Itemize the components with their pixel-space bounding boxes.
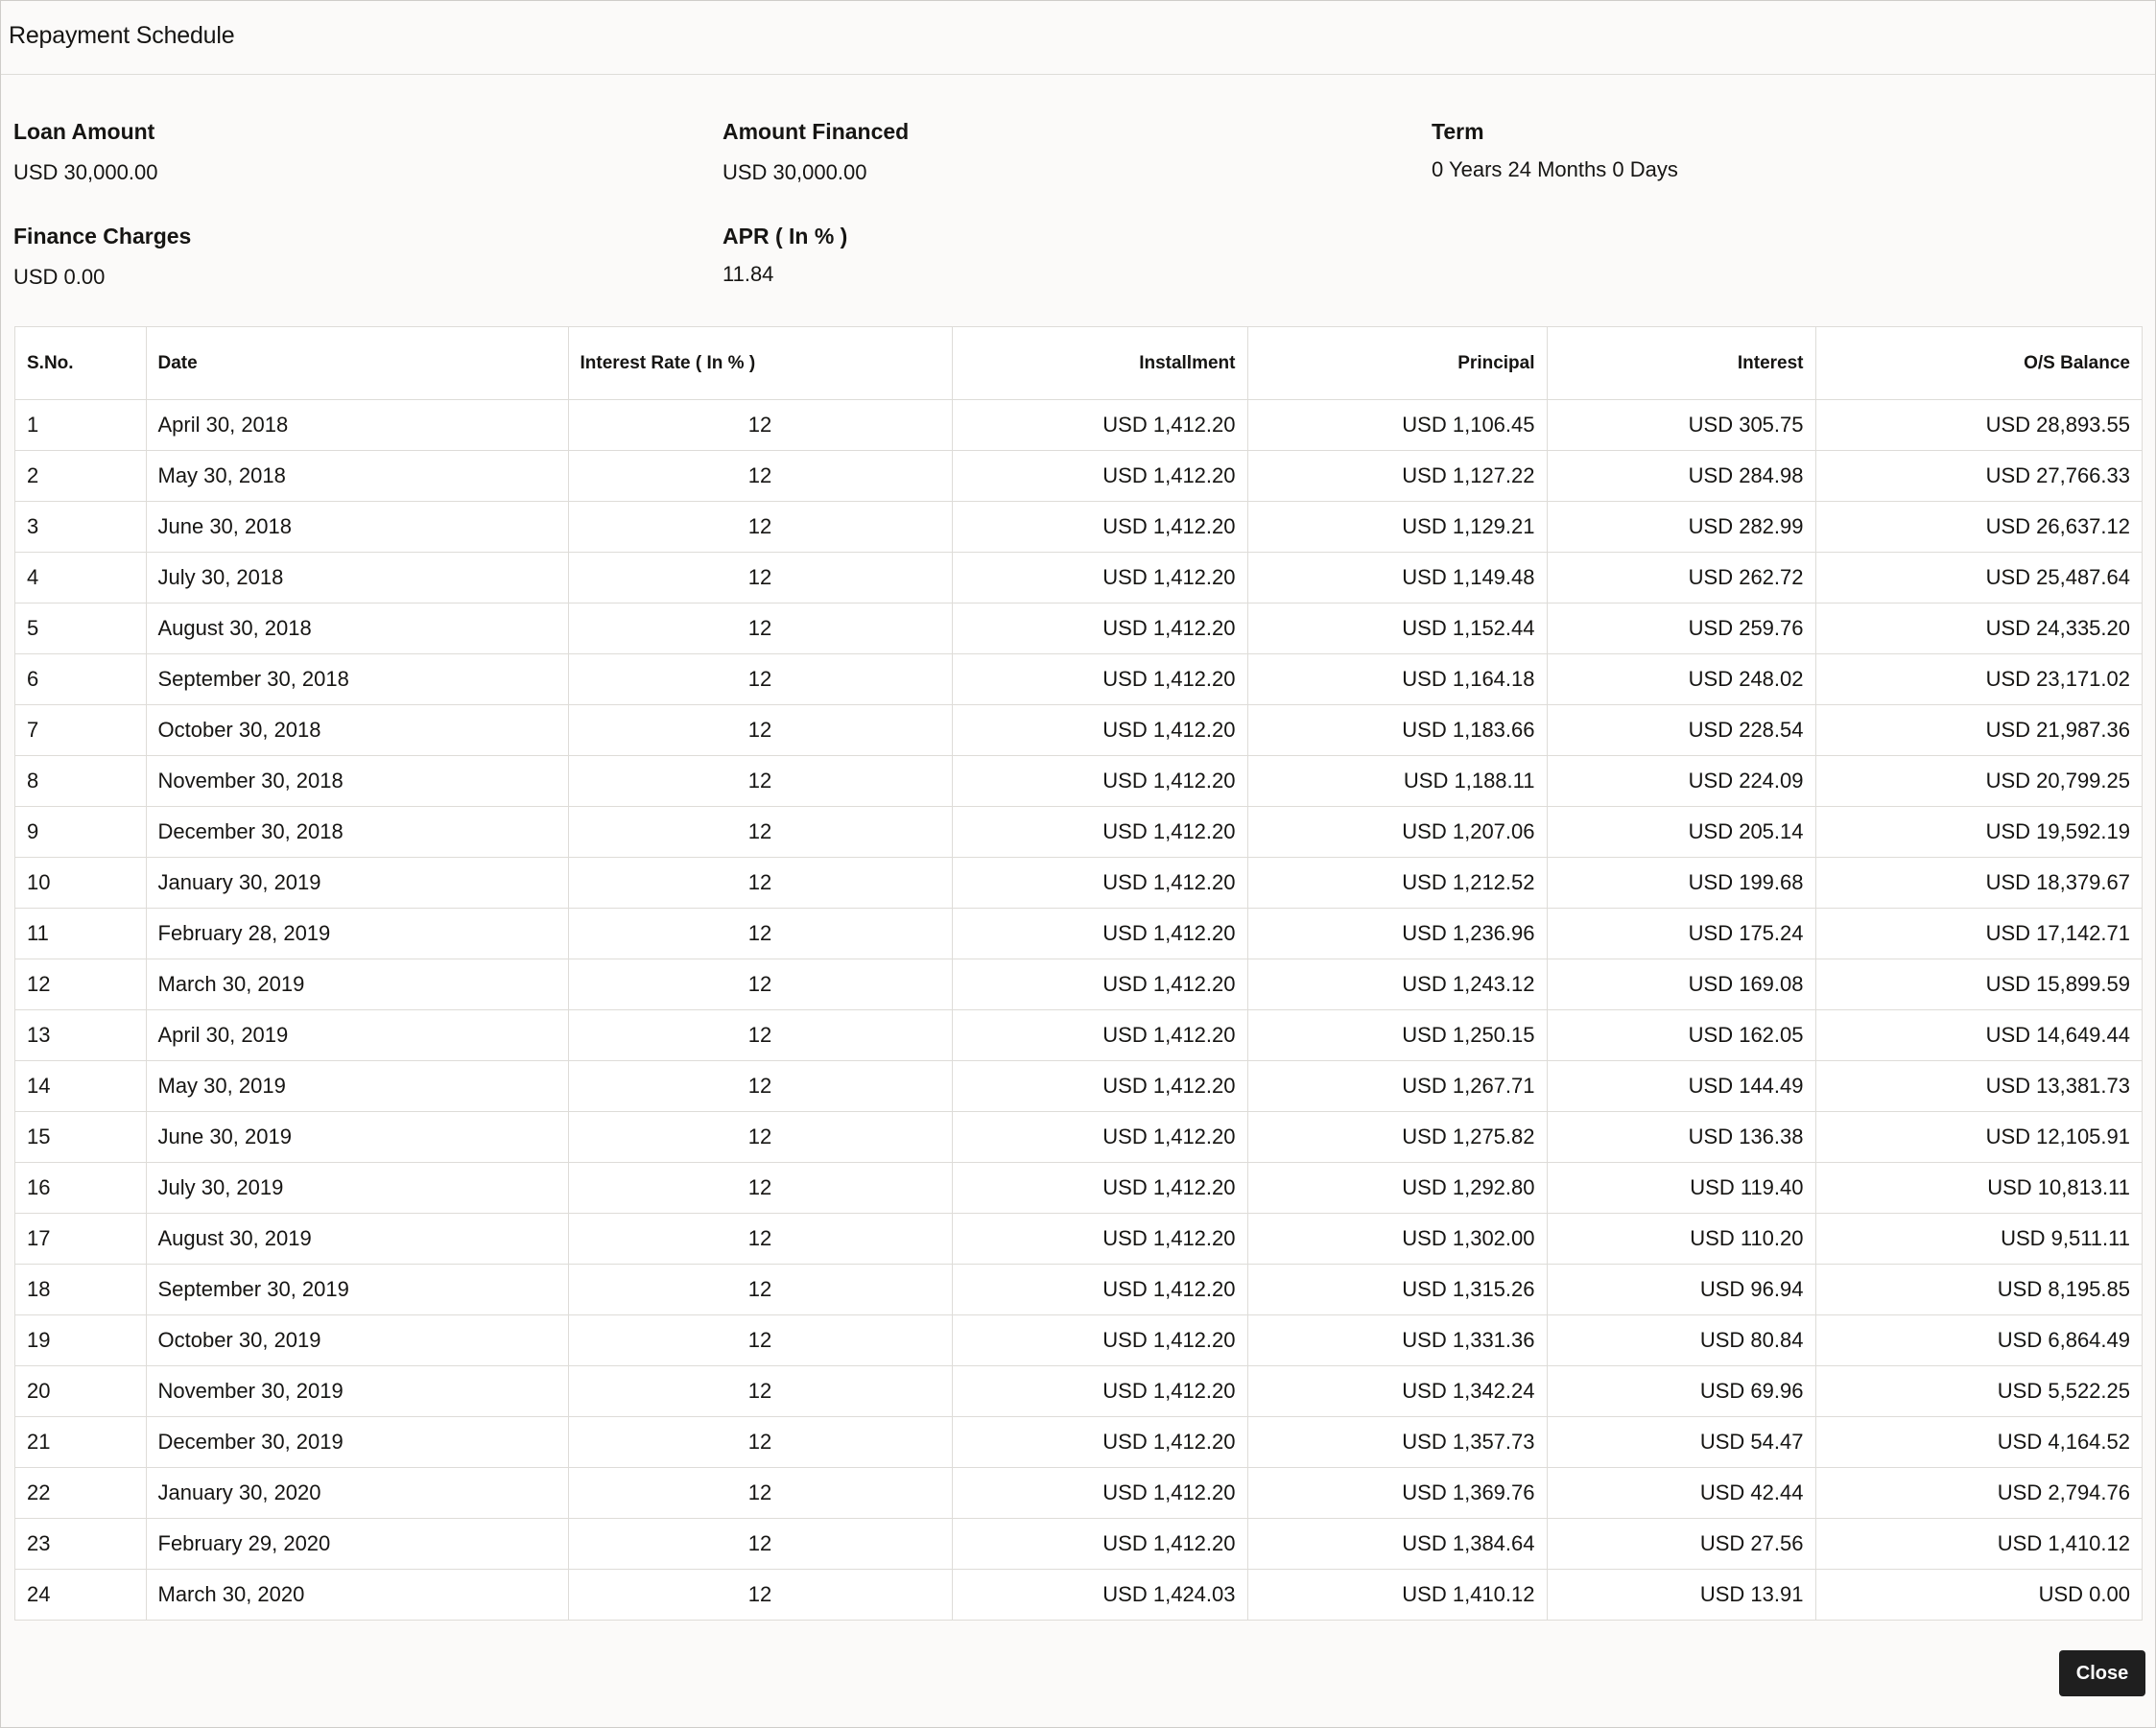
cell-date: July 30, 2019 — [146, 1163, 568, 1214]
table-row — [15, 654, 2142, 705]
cell-os-balance: USD 28,893.55 — [1815, 400, 2142, 451]
cell-date: April 30, 2019 — [146, 1010, 568, 1061]
cell-principal: USD 1,207.06 — [1247, 807, 1547, 858]
cell-date: July 30, 2018 — [146, 553, 568, 604]
cell-interest: USD 259.76 — [1547, 604, 1815, 654]
cell-date: January 30, 2019 — [146, 858, 568, 909]
table-row — [15, 959, 2142, 1010]
cell-interest: USD 205.14 — [1547, 807, 1815, 858]
cell-interest-rate: 12 — [568, 1468, 952, 1519]
cell-interest: USD 144.49 — [1547, 1061, 1815, 1112]
cell-os-balance: USD 12,105.91 — [1815, 1112, 2142, 1163]
cell-installment: USD 1,412.20 — [952, 959, 1247, 1010]
table-row — [15, 400, 2142, 451]
table-row — [15, 909, 2142, 959]
repayment-schedule-table — [14, 326, 2143, 1621]
cell-os-balance: USD 15,899.59 — [1815, 959, 2142, 1010]
cell-date: October 30, 2019 — [146, 1315, 568, 1366]
table-row — [15, 553, 2142, 604]
table-row — [15, 858, 2142, 909]
cell-os-balance: USD 10,813.11 — [1815, 1163, 2142, 1214]
column-header-installment[interactable]: Installment — [952, 327, 1247, 400]
cell-installment: USD 1,412.20 — [952, 807, 1247, 858]
cell-principal: USD 1,357.73 — [1247, 1417, 1547, 1468]
table-row — [15, 451, 2142, 502]
cell-installment: USD 1,412.20 — [952, 1519, 1247, 1570]
amount-financed-label: Amount Financed — [723, 119, 910, 144]
cell-interest-rate: 12 — [568, 1519, 952, 1570]
cell-os-balance: USD 5,522.25 — [1815, 1366, 2142, 1417]
cell-installment: USD 1,412.20 — [952, 1112, 1247, 1163]
cell-interest-rate: 12 — [568, 705, 952, 756]
cell-interest-rate: 12 — [568, 1417, 952, 1468]
cell-principal: USD 1,315.26 — [1247, 1265, 1547, 1315]
column-header-principal[interactable]: Principal — [1247, 327, 1547, 400]
cell-interest: USD 282.99 — [1547, 502, 1815, 553]
cell-principal: USD 1,152.44 — [1247, 604, 1547, 654]
cell-interest: USD 110.20 — [1547, 1214, 1815, 1265]
cell-principal: USD 1,292.80 — [1247, 1163, 1547, 1214]
cell-interest: USD 248.02 — [1547, 654, 1815, 705]
cell-sno: 6 — [15, 654, 146, 705]
cell-interest-rate: 12 — [568, 858, 952, 909]
cell-principal: USD 1,275.82 — [1247, 1112, 1547, 1163]
table-row — [15, 1061, 2142, 1112]
cell-interest-rate: 12 — [568, 1163, 952, 1214]
cell-date: September 30, 2019 — [146, 1265, 568, 1315]
cell-interest: USD 228.54 — [1547, 705, 1815, 756]
cell-interest-rate: 12 — [568, 959, 952, 1010]
cell-installment: USD 1,412.20 — [952, 1417, 1247, 1468]
cell-date: November 30, 2018 — [146, 756, 568, 807]
cell-principal: USD 1,127.22 — [1247, 451, 1547, 502]
cell-interest: USD 80.84 — [1547, 1315, 1815, 1366]
cell-sno: 19 — [15, 1315, 146, 1366]
cell-interest-rate: 12 — [568, 1315, 952, 1366]
table-row — [15, 1570, 2142, 1621]
cell-sno: 20 — [15, 1366, 146, 1417]
cell-installment: USD 1,412.20 — [952, 1010, 1247, 1061]
column-header-interest[interactable]: Interest — [1547, 327, 1815, 400]
cell-interest-rate: 12 — [568, 654, 952, 705]
table-row — [15, 1265, 2142, 1315]
amount-financed-value: USD 30,000.00 — [723, 160, 867, 184]
cell-date: June 30, 2018 — [146, 502, 568, 553]
cell-principal: USD 1,236.96 — [1247, 909, 1547, 959]
cell-date: August 30, 2018 — [146, 604, 568, 654]
cell-sno: 7 — [15, 705, 146, 756]
cell-installment: USD 1,412.20 — [952, 1468, 1247, 1519]
cell-interest: USD 175.24 — [1547, 909, 1815, 959]
cell-interest: USD 27.56 — [1547, 1519, 1815, 1570]
cell-sno: 10 — [15, 858, 146, 909]
table-row — [15, 1366, 2142, 1417]
cell-installment: USD 1,412.20 — [952, 1061, 1247, 1112]
cell-sno: 18 — [15, 1265, 146, 1315]
apr-value: 11.84 — [723, 262, 774, 286]
cell-installment: USD 1,412.20 — [952, 705, 1247, 756]
table-row — [15, 1010, 2142, 1061]
term-value: 0 Years 24 Months 0 Days — [1432, 157, 1678, 181]
table-row — [15, 807, 2142, 858]
cell-sno: 13 — [15, 1010, 146, 1061]
cell-principal: USD 1,212.52 — [1247, 858, 1547, 909]
cell-principal: USD 1,188.11 — [1247, 756, 1547, 807]
cell-interest: USD 69.96 — [1547, 1366, 1815, 1417]
cell-os-balance: USD 21,987.36 — [1815, 705, 2142, 756]
cell-date: January 30, 2020 — [146, 1468, 568, 1519]
cell-os-balance: USD 9,511.11 — [1815, 1214, 2142, 1265]
cell-os-balance: USD 26,637.12 — [1815, 502, 2142, 553]
cell-principal: USD 1,106.45 — [1247, 400, 1547, 451]
column-header-interest-rate[interactable]: Interest Rate ( In % ) — [568, 327, 952, 400]
cell-os-balance: USD 23,171.02 — [1815, 654, 2142, 705]
cell-sno: 2 — [15, 451, 146, 502]
cell-principal: USD 1,243.12 — [1247, 959, 1547, 1010]
cell-installment: USD 1,412.20 — [952, 1366, 1247, 1417]
term-label: Term — [1432, 119, 1484, 144]
cell-date: March 30, 2019 — [146, 959, 568, 1010]
cell-sno: 17 — [15, 1214, 146, 1265]
cell-interest-rate: 12 — [568, 909, 952, 959]
table-row — [15, 604, 2142, 654]
cell-installment: USD 1,412.20 — [952, 502, 1247, 553]
cell-os-balance: USD 19,592.19 — [1815, 807, 2142, 858]
cell-sno: 4 — [15, 553, 146, 604]
cell-principal: USD 1,302.00 — [1247, 1214, 1547, 1265]
cell-interest: USD 224.09 — [1547, 756, 1815, 807]
finance-charges-label: Finance Charges — [13, 224, 192, 249]
cell-os-balance: USD 24,335.20 — [1815, 604, 2142, 654]
dialog-header — [1, 1, 2155, 75]
cell-interest: USD 42.44 — [1547, 1468, 1815, 1519]
table-body — [15, 400, 2142, 1621]
cell-os-balance: USD 14,649.44 — [1815, 1010, 2142, 1061]
cell-interest: USD 136.38 — [1547, 1112, 1815, 1163]
cell-principal: USD 1,369.76 — [1247, 1468, 1547, 1519]
cell-interest-rate: 12 — [568, 553, 952, 604]
cell-installment: USD 1,412.20 — [952, 451, 1247, 502]
table-row — [15, 1163, 2142, 1214]
cell-interest-rate: 12 — [568, 1214, 952, 1265]
cell-installment: USD 1,412.20 — [952, 553, 1247, 604]
cell-principal: USD 1,384.64 — [1247, 1519, 1547, 1570]
cell-interest: USD 96.94 — [1547, 1265, 1815, 1315]
table-row — [15, 1112, 2142, 1163]
cell-sno: 8 — [15, 756, 146, 807]
cell-sno: 15 — [15, 1112, 146, 1163]
cell-sno: 24 — [27, 1582, 51, 1606]
column-header-date[interactable]: Date — [146, 327, 568, 400]
cell-principal: USD 1,149.48 — [1247, 553, 1547, 604]
table-row — [15, 502, 2142, 553]
cell-principal: USD 1,410.12 — [1247, 1570, 1547, 1621]
cell-installment: USD 1,412.20 — [952, 604, 1247, 654]
table-row — [15, 1315, 2142, 1366]
cell-os-balance: USD 6,864.49 — [1815, 1315, 2142, 1366]
cell-principal: USD 1,129.21 — [1247, 502, 1547, 553]
cell-sno: 12 — [15, 959, 146, 1010]
cell-date: March 30, 2020 — [146, 1570, 568, 1621]
cell-os-balance: USD 1,410.12 — [1815, 1519, 2142, 1570]
cell-interest-rate: 12 — [568, 604, 952, 654]
cell-date: August 30, 2019 — [146, 1214, 568, 1265]
table-row — [15, 705, 2142, 756]
cell-principal: USD 1,342.24 — [1247, 1366, 1547, 1417]
cell-date: December 30, 2018 — [146, 807, 568, 858]
cell-interest-rate: 12 — [568, 502, 952, 553]
cell-interest-rate: 12 — [568, 756, 952, 807]
cell-date: May 30, 2019 — [146, 1061, 568, 1112]
cell-date: November 30, 2019 — [146, 1366, 568, 1417]
cell-principal: USD 1,183.66 — [1247, 705, 1547, 756]
cell-os-balance: USD 4,164.52 — [1815, 1417, 2142, 1468]
table-row — [15, 1214, 2142, 1265]
loan-amount-label: Loan Amount — [13, 119, 155, 144]
cell-date: February 28, 2019 — [146, 909, 568, 959]
cell-os-balance: USD 13,381.73 — [1815, 1061, 2142, 1112]
cell-interest-rate: 12 — [568, 400, 952, 451]
cell-interest: USD 305.75 — [1547, 400, 1815, 451]
apr-label: APR ( In % ) — [723, 224, 848, 249]
table-row — [15, 1468, 2142, 1519]
cell-principal: USD 1,331.36 — [1247, 1315, 1547, 1366]
cell-os-balance: USD 17,142.71 — [1815, 909, 2142, 959]
column-header-sno[interactable]: S.No. — [15, 327, 146, 400]
cell-installment: USD 1,412.20 — [952, 1315, 1247, 1366]
table-row — [15, 1417, 2142, 1468]
cell-sno: 11 — [15, 909, 146, 959]
cell-date: October 30, 2018 — [146, 705, 568, 756]
cell-interest: USD 169.08 — [1547, 959, 1815, 1010]
cell-interest: USD 13.91 — [1547, 1570, 1815, 1621]
cell-interest-rate: 12 — [568, 1570, 952, 1621]
cell-installment: USD 1,412.20 — [952, 400, 1247, 451]
loan-amount-value: USD 30,000.00 — [13, 160, 158, 184]
cell-interest: USD 162.05 — [1547, 1010, 1815, 1061]
table-row — [15, 1519, 2142, 1570]
cell-sno: 14 — [15, 1061, 146, 1112]
finance-charges-value: USD 0.00 — [13, 265, 106, 289]
cell-installment: USD 1,412.20 — [952, 654, 1247, 705]
cell-os-balance: USD 18,379.67 — [1815, 858, 2142, 909]
cell-interest-rate: 12 — [568, 1265, 952, 1315]
table-row — [15, 756, 2142, 807]
cell-principal: USD 1,250.15 — [1247, 1010, 1547, 1061]
cell-sno: 23 — [15, 1519, 146, 1570]
cell-sno: 3 — [15, 502, 146, 553]
cell-installment: USD 1,424.03 — [952, 1570, 1247, 1621]
cell-interest: USD 54.47 — [1547, 1417, 1815, 1468]
cell-interest-rate: 12 — [568, 1366, 952, 1417]
cell-sno: 21 — [15, 1417, 146, 1468]
table-header-row — [15, 327, 2142, 400]
cell-os-balance: USD 2,794.76 — [1815, 1468, 2142, 1519]
cell-sno: 1 — [15, 400, 146, 451]
cell-interest-rate: 12 — [568, 807, 952, 858]
cell-installment: USD 1,412.20 — [952, 1265, 1247, 1315]
cell-os-balance: USD 8,195.85 — [1815, 1265, 2142, 1315]
cell-installment: USD 1,412.20 — [952, 1163, 1247, 1214]
cell-interest-rate: 12 — [568, 1061, 952, 1112]
close-button[interactable]: Close — [2059, 1650, 2145, 1696]
cell-sno: 22 — [15, 1468, 146, 1519]
cell-installment: USD 1,412.20 — [952, 756, 1247, 807]
cell-sno: 16 — [15, 1163, 146, 1214]
cell-installment: USD 1,412.20 — [952, 909, 1247, 959]
cell-os-balance: USD 20,799.25 — [1815, 756, 2142, 807]
cell-interest: USD 119.40 — [1547, 1163, 1815, 1214]
cell-os-balance: USD 27,766.33 — [1815, 451, 2142, 502]
cell-sno: 5 — [15, 604, 146, 654]
cell-date: September 30, 2018 — [146, 654, 568, 705]
cell-sno: 9 — [15, 807, 146, 858]
cell-os-balance: USD 25,487.64 — [1815, 553, 2142, 604]
cell-os-balance: USD 0.00 — [1815, 1570, 2142, 1621]
cell-date: June 30, 2019 — [146, 1112, 568, 1163]
cell-interest-rate: 12 — [568, 1112, 952, 1163]
cell-interest: USD 262.72 — [1547, 553, 1815, 604]
cell-installment: USD 1,412.20 — [952, 1214, 1247, 1265]
cell-installment: USD 1,412.20 — [952, 858, 1247, 909]
cell-date: December 30, 2019 — [146, 1417, 568, 1468]
cell-date: May 30, 2018 — [146, 451, 568, 502]
cell-date: April 30, 2018 — [146, 400, 568, 451]
dialog-title: Repayment Schedule — [9, 22, 235, 49]
cell-interest-rate: 12 — [568, 451, 952, 502]
column-header-os-balance[interactable]: O/S Balance — [1815, 327, 2142, 400]
cell-principal: USD 1,267.71 — [1247, 1061, 1547, 1112]
cell-interest: USD 284.98 — [1547, 451, 1815, 502]
cell-principal: USD 1,164.18 — [1247, 654, 1547, 705]
cell-interest: USD 199.68 — [1547, 858, 1815, 909]
cell-date: February 29, 2020 — [146, 1519, 568, 1570]
cell-interest-rate: 12 — [568, 1010, 952, 1061]
